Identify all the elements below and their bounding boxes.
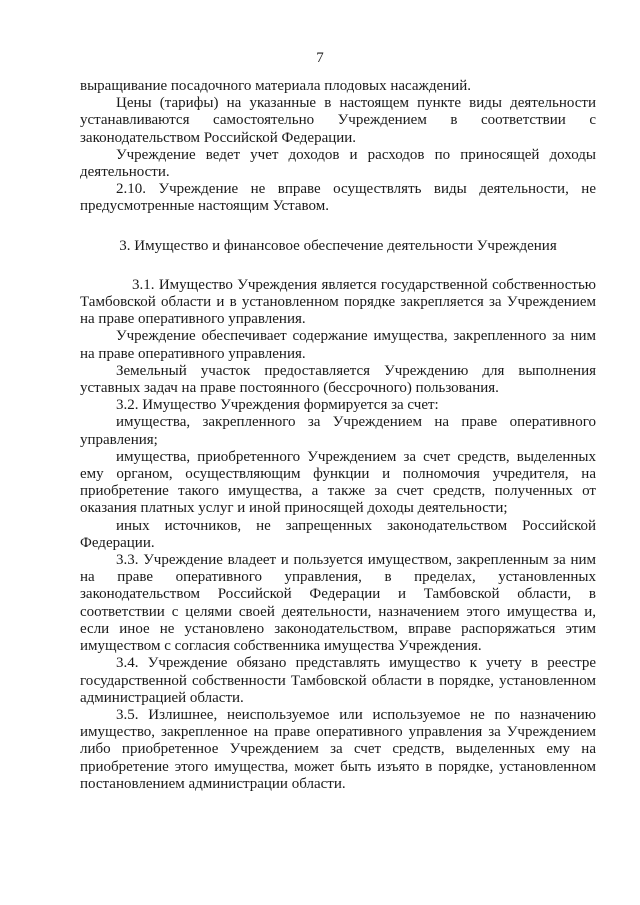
paragraph: 3.2. Имущество Учреждения формируется за счет: [116,397,439,414]
paragraph: Учреждение обеспечивает содержание имущества, закрепленного за ним на праве оперативного управления. [80,328,596,362]
paragraph: 3.3. Учреждение владеет и пользуется имуществом, закрепленным за ним на праве оперативного управления, в пределах, установленных законодательством Российской Федерации и Тамбовской области, в соответствии с целями своей деятельности, назначением этого имущества и, если иное не установлено законодательством, вправе распоряжаться этим имуществом с согласия собственника имущества Учреждения. [80,552,596,655]
paragraph: выращивание посадочного материала плодовых насаждений. [80,78,472,94]
section-heading: 3. Имущество и финансовое обеспечение деятельности Учреждения [119,237,557,254]
list-item: иных источников, не запрещенных законодательством Российской Федерации. [80,517,596,551]
paragraph: Учреждение ведет учет доходов и расходов по приносящей доходы деятельности. [80,146,596,181]
list-item: имущества, закрепленного за Учреждением на праве оперативного управления; [80,414,596,448]
paragraph: 3.1. Имущество Учреждения является государственной собственностью Тамбовской области и в установленном порядке закрепляется за Учреждением на праве оперативного управления. [80,276,596,328]
paragraph: Земельный участок предоставляется Учреждению для выполнения уставных задач на праве постоянного (бессрочного) пользования. [80,362,596,397]
list-item: имущества, приобретенного Учреждением за счет средств, выделенных ему органом, осуществляющим функции и полномочия учредителя, на приобретение такого имущества, а также за счет средств, полученных от оказания платных услуг и иной приносящей доходы деятельности; [80,448,596,517]
paragraph: Цены (тарифы) на указанные в настоящем пункте виды деятельности устанавливаются самостоятельно Учреждением в соответствии с законодательством Российской Федерации. [80,95,596,146]
page-number: 7 [316,50,324,66]
paragraph: 3.4. Учреждение обязано представлять имущество к учету в реестре государственной собственности Тамбовской области в порядке, установленном администрацией области. [80,655,596,706]
paragraph: 3.5. Излишнее, неиспользуемое или используемое не по назначению имущество, закрепленное на праве оперативного управления за Учреждением либо приобретенное Учреждением за счет средств, выделенных ему на приобретение этого имущества, может быть изъято в порядке, установленном постановлением администрации области. [80,706,596,792]
document-body [80,78,596,793]
paragraph: 2.10. Учреждение не вправе осуществлять виды деятельности, не предусмотренные настоящим Уставом. [80,181,596,215]
